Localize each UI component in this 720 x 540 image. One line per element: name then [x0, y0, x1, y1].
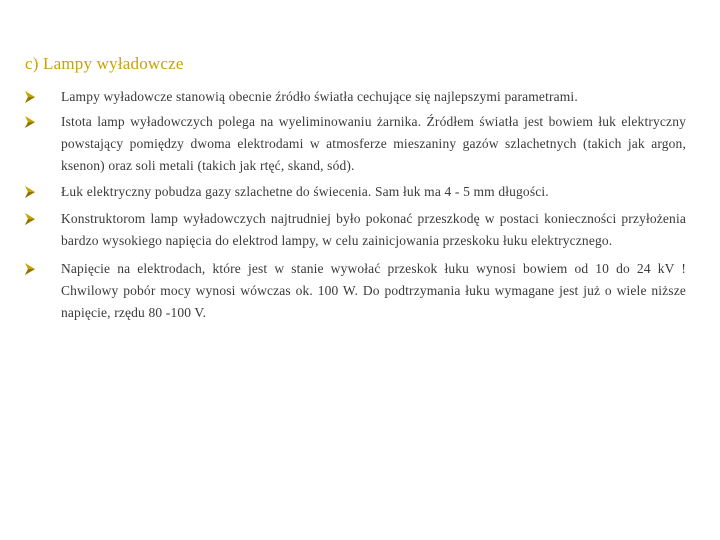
arrowhead-bullet-icon — [24, 185, 36, 199]
bullet-text: Napięcie na elektrodach, które jest w stanie wywołać przeskok łuku wynosi bowiem od 10 do 24 kV ! Chwilowy pobór mocy wynosi wówczas ok. 100 W. Do podtrzymania łuku wymagane jest już o wiele niższe napięcie, rzędu 80 -100 V. — [61, 261, 686, 320]
bullet-text: Istota lamp wyładowczych polega na wyeliminowaniu żarnika. Źródłem światła jest bowiem łuk elektryczny powstający pomiędzy dwoma elektrodami w atmosferze mieszaniny gazów szlachetnych (takich jak argon, ksenon) oraz soli metali (takich jak rtęć, skand, sód). — [61, 114, 686, 173]
bullet-item — [24, 258, 686, 324]
arrowhead-bullet-icon — [24, 262, 36, 276]
bullet-item — [24, 181, 686, 203]
arrowhead-bullet-icon — [24, 212, 36, 226]
bullet-text: Lampy wyładowcze stanowią obecnie źródło światła cechujące się najlepszymi parametrami. — [61, 89, 578, 104]
bullet-item — [24, 86, 686, 108]
bullet-list — [24, 86, 686, 324]
bullet-text: Łuk elektryczny pobudza gazy szlachetne do świecenia. Sam łuk ma 4 - 5 mm długości. — [61, 184, 549, 199]
bullet-item — [24, 208, 686, 252]
arrowhead-bullet-icon — [24, 90, 36, 104]
bullet-text: Konstruktorom lamp wyładowczych najtrudniej było pokonać przeszkodę w postaci konieczności przyłożenia bardzo wysokiego napięcia do elektrod lampy, w celu zainicjowania przeskoku łuku elektrycznego. — [61, 211, 686, 248]
arrowhead-bullet-icon — [24, 115, 36, 129]
section-heading: c) Lampy wyładowcze — [25, 54, 184, 73]
bullet-item — [24, 111, 686, 177]
